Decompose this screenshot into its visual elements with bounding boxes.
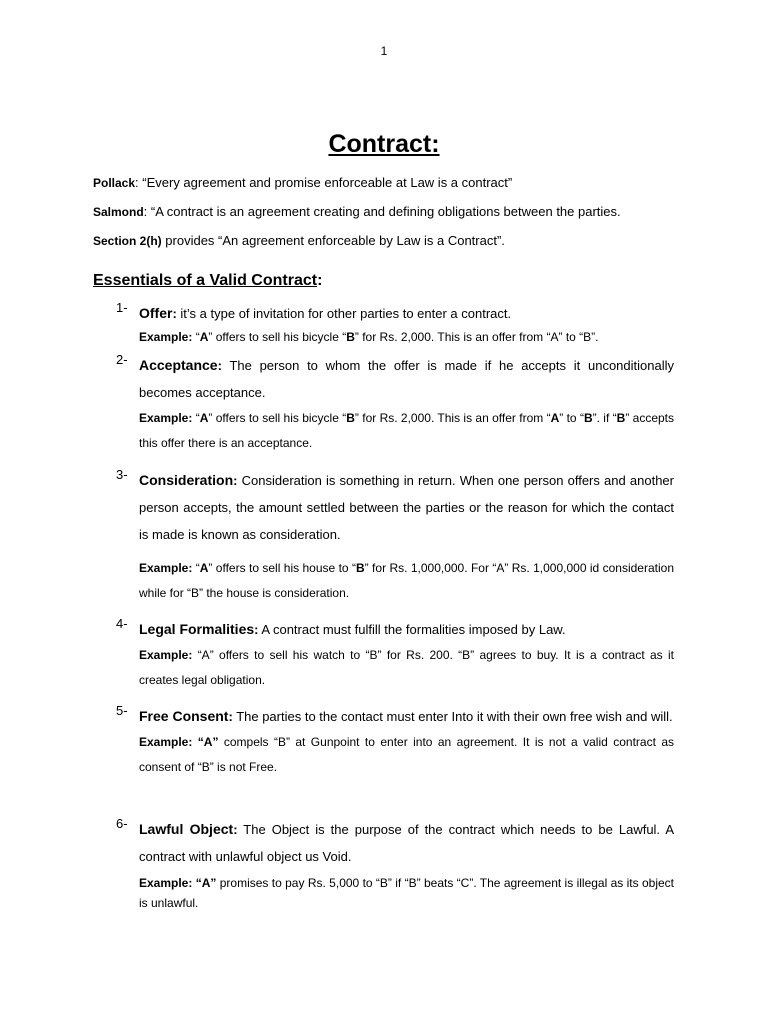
example-bold: A (199, 411, 209, 425)
example-text: compels “B” at Gunpoint to enter into an agreement. It is not a valid contract as consent of “B” is not Free. (139, 735, 674, 774)
essential-item-free-consent (116, 703, 674, 780)
essential-item-offer (116, 300, 674, 347)
example-text: ” offers to sell his bicycle “ (208, 330, 347, 344)
example-text: ”. if “ (592, 411, 617, 425)
item-number: 1- (116, 300, 128, 315)
example-label: Example: (139, 648, 193, 662)
item-example (139, 406, 674, 456)
item-example (139, 327, 674, 347)
definition-label: Salmond (93, 205, 144, 219)
example-bold: “A” (192, 876, 217, 890)
item-example (139, 873, 674, 913)
essentials-heading-text: Essentials of a Valid Contract (93, 272, 318, 289)
definition-text: : “A contract is an agreement creating and defining obligations between the parties. (143, 204, 621, 219)
definition-section-2h (93, 233, 683, 248)
example-bold: B (356, 561, 365, 575)
item-colon: : (172, 306, 177, 321)
example-text: “A” offers to sell his watch to “B” for Rs. 200. “B” agrees to buy. It is a contract as it creates legal obligation. (139, 648, 674, 687)
item-term: Lawful Object (139, 821, 234, 837)
example-text: ” for Rs. 1,000,000. For “A” Rs. 1,000,000 id consideration while for “B” the house is consideration. (139, 561, 674, 600)
example-text: promises to pay Rs. 5,000 to “B” if “B” beats “C”. The agreement is illegal as its object is unlawful. (139, 876, 675, 910)
item-colon: : (217, 358, 222, 373)
item-number: 3- (116, 467, 128, 482)
example-text: “ (192, 561, 200, 575)
essential-item-acceptance (116, 352, 674, 456)
example-text: “ (192, 330, 200, 344)
example-label: Example: (139, 876, 193, 890)
item-term: Legal Formalities (139, 621, 255, 637)
example-bold: B (616, 411, 626, 425)
definition-label: Pollack (93, 176, 136, 190)
item-text: A contract must fulfill the formalities imposed by Law. (258, 622, 566, 637)
essential-item-lawful-object (116, 816, 674, 913)
example-bold: A (199, 330, 209, 344)
item-example (139, 643, 674, 693)
definition-text: provides “An agreement enforceable by Law is a Contract”. (161, 233, 505, 248)
item-body (139, 816, 674, 870)
item-example (139, 730, 674, 780)
item-colon: : (228, 709, 233, 724)
example-label: Example: (139, 411, 193, 425)
example-bold: B (583, 411, 593, 425)
example-text: ” offers to sell his house to “ (208, 561, 356, 575)
definition-label: Section 2(h) (93, 234, 162, 248)
item-term: Offer (139, 305, 173, 321)
example-bold: B (346, 330, 355, 344)
item-colon: : (254, 622, 259, 637)
example-bold: B (346, 411, 355, 425)
example-bold: A (199, 561, 209, 575)
item-body (139, 467, 674, 548)
item-number: 5- (116, 703, 128, 718)
item-colon: : (233, 473, 238, 488)
page-number: 1 (380, 44, 388, 58)
page-title: Contract: (328, 130, 440, 158)
example-text: ” offers to sell his bicycle “ (208, 411, 347, 425)
essentials-heading (93, 272, 322, 290)
item-example (139, 556, 674, 606)
essentials-heading-colon: : (317, 272, 323, 289)
item-term: Acceptance (139, 357, 218, 373)
item-term: Free Consent (139, 708, 229, 724)
item-text: The parties to the contact must enter Into it with their own free wish and will. (232, 709, 673, 724)
item-body (139, 352, 674, 406)
example-text: ” for Rs. 2,000. This is an offer from “ (354, 411, 551, 425)
example-text: ” accepts this offer there is an acceptance. (139, 411, 675, 450)
item-number: 4- (116, 616, 128, 631)
item-colon: : (233, 822, 238, 837)
example-text: ” for Rs. 2,000. This is an offer from “A” to “B”. (354, 330, 599, 344)
example-text: “ (192, 411, 200, 425)
definition-pollack (93, 175, 683, 190)
item-text: Consideration is something in return. When one person offers and another person accepts, the amount settled between the parties or the reason for which the contact is made is known as consideration. (139, 473, 674, 542)
definition-text: : “Every agreement and promise enforceable at Law is a contract” (135, 175, 513, 190)
example-text: ” to “ (559, 411, 584, 425)
example-bold: A (550, 411, 560, 425)
item-body (139, 300, 674, 327)
item-body (139, 616, 674, 643)
item-number: 6- (116, 816, 128, 831)
example-label: Example: (139, 561, 193, 575)
item-term: Consideration (139, 472, 234, 488)
item-number: 2- (116, 352, 128, 367)
item-body (139, 703, 674, 730)
example-bold: “A” (192, 735, 219, 749)
example-label: Example: (139, 735, 193, 749)
item-text: it’s a type of invitation for other parties to enter a contract. (176, 306, 512, 321)
item-text: The person to whom the offer is made if he accepts it unconditionally becomes acceptance. (139, 358, 674, 400)
item-text: The Object is the purpose of the contract which needs to be Lawful. A contract with unlawful object us Void. (139, 822, 674, 864)
example-label: Example: (139, 330, 193, 344)
essential-item-legal-formalities (116, 616, 674, 693)
essential-item-consideration (116, 467, 674, 606)
definition-salmond (93, 204, 683, 219)
